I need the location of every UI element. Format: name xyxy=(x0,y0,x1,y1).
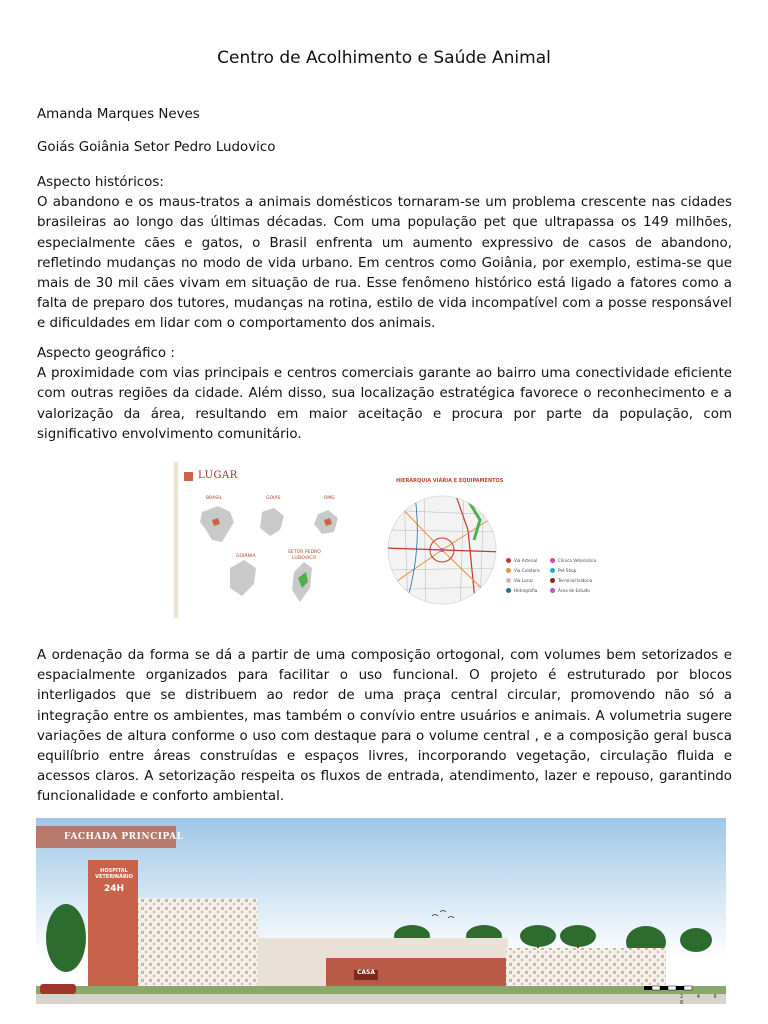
legend-item xyxy=(550,588,590,593)
legend-item xyxy=(550,578,592,583)
hierarchy-title: HIERARQUIA VIÁRIA E EQUIPAMENTOS xyxy=(396,478,504,484)
legend-label: Hidrografia xyxy=(514,588,538,593)
hospital-line1: HOSPITAL xyxy=(100,868,128,874)
legend-dot xyxy=(506,588,511,593)
facade-header: FACHADA PRINCIPAL xyxy=(64,832,184,842)
legend-dot xyxy=(550,588,555,593)
sidewalk xyxy=(36,994,726,1004)
legend-label: Terminal Isidoria xyxy=(558,578,593,583)
legend-dot xyxy=(550,558,555,563)
right-block xyxy=(506,948,666,990)
rmg-label: RMG xyxy=(324,496,335,501)
geographic-heading: Aspecto geográfico : xyxy=(37,346,175,361)
goiania-label: GOIÂNIA xyxy=(236,554,256,559)
hospital-sign-text xyxy=(92,868,136,880)
entrance-sign-text: CASA xyxy=(356,969,375,976)
legend-dot xyxy=(506,578,511,583)
legend-label: Pet Shop xyxy=(558,568,577,573)
legend-item xyxy=(550,558,596,563)
legend-item xyxy=(506,568,540,573)
scale-numbers: 2 4 6 8 xyxy=(680,994,723,1004)
legend-dot xyxy=(550,578,555,583)
legend-item xyxy=(506,588,537,593)
legend-label: Área de Estudo xyxy=(558,588,590,593)
scale-bar xyxy=(644,986,692,990)
legend-label: Via Arterial xyxy=(514,558,538,563)
goias-label: GOIÁS xyxy=(266,496,281,501)
form-text: A ordenação da forma se dá a partir de uma composição ortogonal, com volumes bem setorizados e espacialmente organizados para facilitar o uso funcional. O projeto é estruturado por blocos interligados que se distribuem ao redor de uma praça central circular, promovendo não só a integração entre os ambientes, mas também o convívio entre usuários e animais. A volumetria sugere variações de altura conforme o uso com destaque para o volume central , e a composição geral busca equilíbrio entre áreas construídas e espaços livres, incorporando vegetação, circulação fluida e acessos claros. A setorização respeita os fluxos de entrada, atendimento, lazer e repouso, garantindo funcionalidade e conforto ambiental. xyxy=(37,648,732,805)
legend-label: Via Coletora xyxy=(514,568,540,573)
geographic-text: A proximidade com vias principais e centros comerciais garante ao bairro uma conectividade eficiente com outras regiões da cidade. Além disso, sua localização estratégica favorece o reconhecimento e a valorização da área, resultando em maior aceitação e procura por parte da população, com significativo envolvimento comunitário. xyxy=(37,366,732,442)
facade-drawing xyxy=(36,818,726,1004)
location-map-figure xyxy=(174,462,600,618)
region-maps xyxy=(178,462,378,618)
road-hierarchy-map xyxy=(384,490,504,610)
car xyxy=(40,984,76,994)
legend-dot xyxy=(550,568,555,573)
page-title: Centro de Acolhimento e Saúde Animal xyxy=(217,48,551,68)
historic-text: O abandono e os maus-tratos a animais domésticos tornaram-se um problema crescente nas cidades brasileiras ao longo das últimas décadas. Com uma população pet que ultrapassa os 149 milhões, especialmente cães e gatos, o Brasil enfrenta um aumento expressivo de casos de abandono, refletindo mudanças no modo de vida urbano. Em centros como Goiânia, por exemplo, estima-se que mais de 30 mil cães vivam em situação de rua. Esse fenômeno histórico está ligado a fatores como a falta de preparo dos tutores, mudanças na rotina, estilo de vida incompatível com a posse responsável e dificuldades em lidar com o comportamento dos animais. xyxy=(37,195,732,332)
legend-item xyxy=(550,568,576,573)
goiania-map xyxy=(230,560,256,596)
central-wall xyxy=(326,958,506,990)
project-location: Goiás Goiânia Setor Pedro Ludovico xyxy=(37,140,276,155)
brasil-label: BRASIL xyxy=(206,496,223,501)
legend-label: Via Local xyxy=(514,578,533,583)
ground xyxy=(36,986,726,994)
historic-section xyxy=(37,173,732,335)
legend-dot xyxy=(506,568,511,573)
legend-item xyxy=(506,558,537,563)
form-section xyxy=(37,646,732,808)
setor-label-2: LUDOVICO xyxy=(292,556,317,561)
goias-map xyxy=(260,508,284,536)
hospital-number: 24H xyxy=(103,884,125,894)
author-name: Amanda Marques Neves xyxy=(37,107,200,122)
legend-dot xyxy=(506,558,511,563)
legend-label: Clínica Veterinária xyxy=(558,558,597,563)
perforated-block xyxy=(138,898,258,990)
historic-heading: Aspecto históricos: xyxy=(37,175,164,190)
lugar-header: LUGAR xyxy=(198,470,238,481)
setor-label-1: SETOR PEDRO xyxy=(288,550,321,555)
geographic-section xyxy=(37,344,732,445)
facade-figure xyxy=(36,818,726,1004)
hospital-line2: VETERINÁRIO xyxy=(95,874,133,880)
legend-item xyxy=(506,578,533,583)
